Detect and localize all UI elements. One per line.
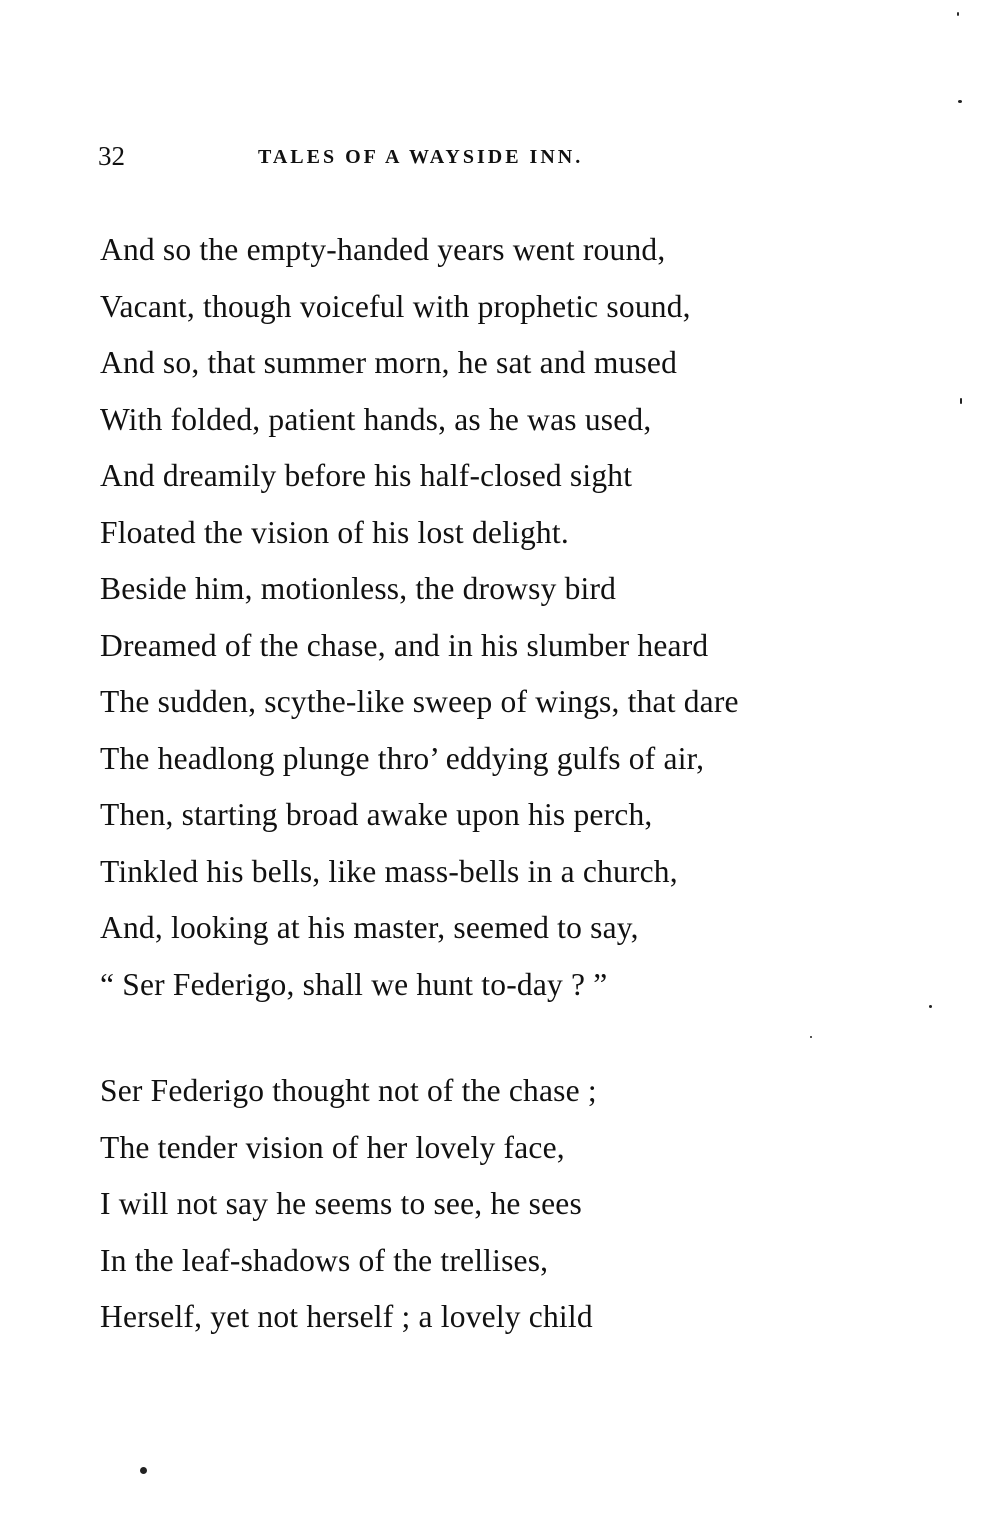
ink-speck [958, 100, 962, 103]
verse-line: And dreamily before his half-closed sight [100, 458, 633, 493]
verse-line: The sudden, scythe-like sweep of wings, that dare [100, 684, 739, 719]
running-title: TALES OF A WAYSIDE INN. [258, 146, 584, 168]
verse-line: And so the empty-handed years went round, [100, 232, 666, 267]
ink-speck [810, 1036, 812, 1038]
verse-line: I will not say he seems to see, he sees [100, 1186, 582, 1221]
verse-line: Floated the vision of his lost delight. [100, 514, 569, 550]
page-number: 32 [98, 141, 125, 171]
verse-line: The tender vision of her lovely face, [100, 1129, 565, 1165]
verse-line: Dreamed of the chase, and in his slumber heard [100, 627, 709, 663]
ink-speck [960, 398, 962, 404]
ink-speck [929, 1005, 932, 1008]
stanza-2 [100, 1063, 597, 1346]
verse-line: Ser Federigo thought not of the chase ; [100, 1073, 597, 1108]
verse-line: And, looking at his master, seemed to say, [100, 910, 639, 945]
ink-speck [957, 12, 959, 16]
verse-line: Then, starting broad awake upon his perch, [100, 797, 653, 832]
verse-line: “ Ser Federigo, shall we hunt to-day ? ” [100, 966, 608, 1002]
verse-line: And so, that summer morn, he sat and mused [100, 345, 678, 380]
verse-line: Vacant, though voiceful with prophetic sound, [100, 288, 691, 324]
verse-line: Herself, yet not herself ; a lovely child [100, 1299, 593, 1334]
verse-line: Tinkled his bells, like mass-bells in a church, [100, 853, 678, 889]
page-header [98, 138, 698, 178]
stanza-1 [100, 222, 739, 1013]
verse-line: The headlong plunge thro’ eddying gulfs of air, [100, 740, 705, 776]
ink-speck [140, 1467, 147, 1474]
verse-line: In the leaf-shadows of the trellises, [100, 1242, 549, 1278]
verse-line: Beside him, motionless, the drowsy bird [100, 571, 617, 606]
verse-line: With folded, patient hands, as he was used, [100, 401, 652, 437]
